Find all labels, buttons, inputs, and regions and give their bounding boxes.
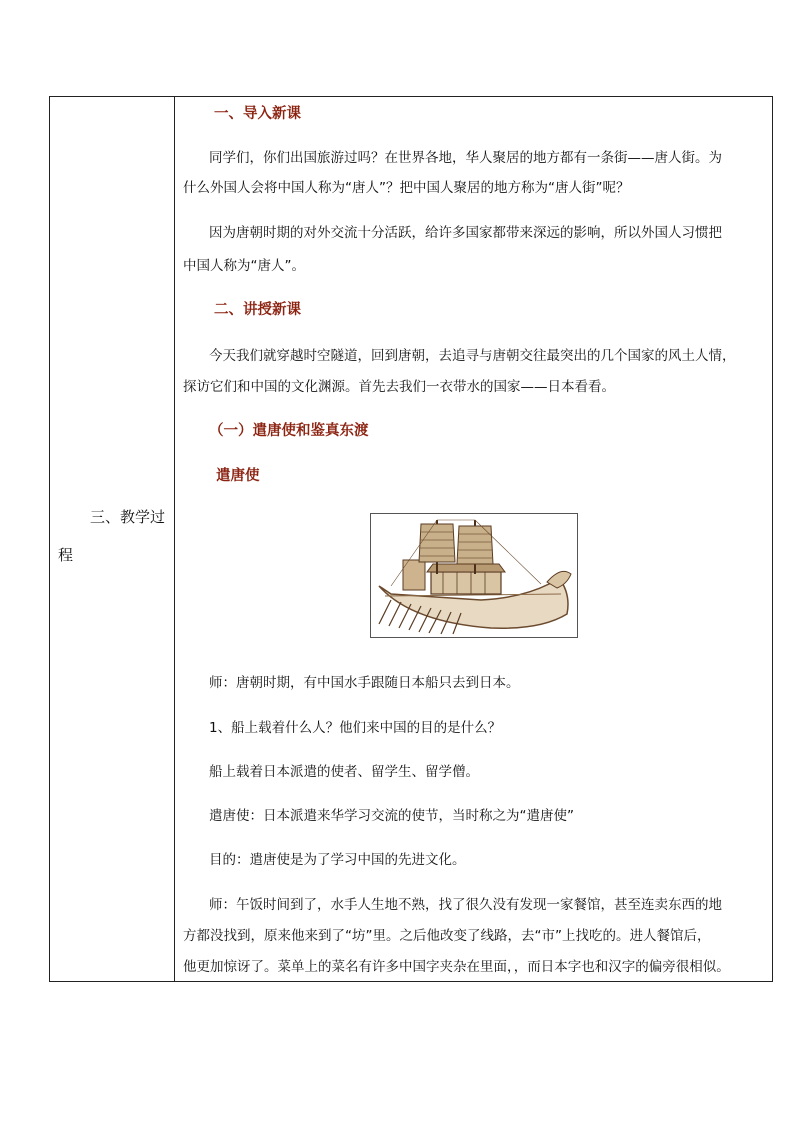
paragraph-teacher-2-line-1: 师：午饭时间到了，水手人生地不熟，找了很久没有发现一家餐馆，甚至连卖东西的地 bbox=[209, 897, 722, 913]
paragraph-3-line-2: 探访它们和中国的文化渊源。首先去我们一衣带水的国家——日本看看。 bbox=[183, 379, 615, 395]
lesson-table bbox=[49, 96, 773, 982]
paragraph-2-line-1: 因为唐朝时期的对外交流十分活跃，给许多国家都带来深远的影响，所以外国人习惯把 bbox=[209, 225, 722, 241]
heading-new-lesson: 二、讲授新课 bbox=[214, 302, 301, 318]
paragraph-teacher-2-line-3: 他更加惊讶了。菜单上的菜名有许多中国字夹杂在里面，，而日本字也和汉字的偏旁很相似。 bbox=[183, 959, 730, 975]
heading-envoys-section: （一）遣唐使和鉴真东渡 bbox=[209, 423, 369, 439]
question-1: 1、船上载着什么人？他们来中国的目的是什么？ bbox=[209, 720, 502, 736]
content-cell bbox=[176, 97, 772, 981]
paragraph-1-line-2: 什么外国人会将中国人称为“唐人”？把中国人聚居的地方称为“唐人街”呢？ bbox=[183, 180, 630, 196]
ship-illustration bbox=[370, 513, 578, 638]
purpose-envoys: 目的：遣唐使是为了学习中国的先进文化。 bbox=[209, 852, 466, 868]
section-label: 三、教学过 bbox=[90, 508, 166, 526]
heading-intro: 一、导入新课 bbox=[214, 106, 301, 122]
definition-envoys: 遣唐使：日本派遣来华学习交流的使节，当时称之为“遣唐使” bbox=[209, 808, 574, 824]
ship-icon bbox=[371, 514, 577, 637]
paragraph-1-line-1: 同学们，你们出国旅游过吗？在世界各地，华人聚居的地方都有一条街——唐人街。为 bbox=[209, 150, 722, 166]
paragraph-2-line-2: 中国人称为“唐人”。 bbox=[183, 258, 305, 274]
section-label-continued: 程 bbox=[58, 546, 74, 564]
answer-1: 船上载着日本派遣的使者、留学生、留学僧。 bbox=[209, 764, 479, 780]
heading-envoys: 遣唐使 bbox=[216, 468, 260, 484]
paragraph-teacher-2-line-2: 方都没找到，原来他来到了“坊”里。之后他改变了线路，去“市”上找吃的。进人餐馆后， bbox=[183, 928, 711, 944]
section-cell bbox=[50, 97, 175, 981]
paragraph-3-line-1: 今天我们就穿越时空隧道，回到唐朝，去追寻与唐朝交往最突出的几个国家的风土人情， bbox=[209, 348, 736, 364]
paragraph-teacher-1: 师：唐朝时期，有中国水手跟随日本船只去到日本。 bbox=[209, 675, 520, 691]
